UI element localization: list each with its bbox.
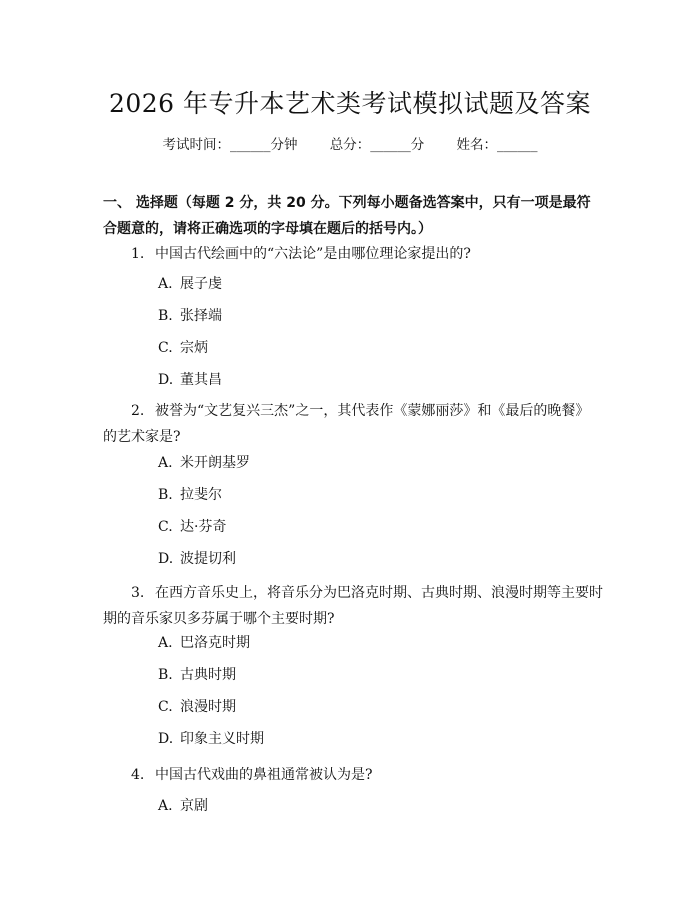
option-text: 印象主义时期 (180, 731, 264, 747)
question-number: 4. (131, 767, 145, 783)
exam-time: 考试时间：______分钟 (162, 137, 298, 153)
page-title: 2026 年专升本艺术类考试模拟试题及答案 (108, 89, 592, 118)
option-letter: C. (158, 519, 173, 535)
option-3c (158, 697, 236, 717)
option-text: 张择端 (180, 308, 222, 324)
question-text: 中国古代戏曲的鼻祖通常被认为是? (155, 767, 373, 783)
option-letter: A. (158, 635, 173, 651)
total-score: 总分：______分 (329, 137, 425, 153)
option-2c (158, 517, 226, 537)
option-text: 波提切利 (180, 551, 236, 567)
option-3d (158, 729, 264, 749)
option-letter: A. (158, 276, 173, 292)
question-text: 中国古代绘画中的“六法论”是由哪位理论家提出的? (155, 246, 471, 262)
option-letter: A. (158, 798, 173, 814)
question-2 (103, 398, 603, 450)
option-letter: B. (158, 667, 173, 683)
option-text: 董其昌 (180, 372, 222, 388)
question-number: 2. (131, 403, 145, 419)
option-3a (158, 633, 250, 653)
option-letter: C. (158, 699, 173, 715)
option-text: 宗炳 (180, 340, 208, 356)
option-letter: B. (158, 308, 173, 324)
question-3 (103, 580, 603, 632)
option-letter: D. (158, 551, 174, 567)
option-letter: C. (158, 340, 173, 356)
student-name: 姓名：______ (456, 137, 538, 153)
option-2d (158, 549, 236, 569)
option-text: 拉斐尔 (180, 487, 222, 503)
question-1 (103, 241, 603, 267)
option-3b (158, 665, 236, 685)
option-letter: D. (158, 372, 174, 388)
option-4a (158, 796, 208, 816)
section-heading: 一、 选择题（每题 2 分，共 20 分。下列每小题备选答案中，只有一项是最符合题意的，请将正确选项的字母填在题后的括号内。） (103, 195, 591, 237)
option-text: 京剧 (180, 798, 208, 814)
option-letter: A. (158, 455, 173, 471)
option-letter: D. (158, 731, 174, 747)
question-text: 在西方音乐史上，将音乐分为巴洛克时期、古典时期、浪漫时期等主要时期的音乐家贝多芬属于哪个主要时期? (103, 585, 603, 627)
question-4 (103, 762, 603, 788)
option-2a (158, 453, 250, 473)
question-text: 被誉为“文艺复兴三杰”之一，其代表作《蒙娜丽莎》和《最后的晚餐》的艺术家是? (103, 403, 590, 445)
option-letter: B. (158, 487, 173, 503)
question-number: 3. (131, 585, 145, 601)
question-number: 1. (131, 246, 145, 262)
option-1c (158, 338, 208, 358)
option-text: 展子虔 (180, 276, 222, 292)
option-1b (158, 306, 222, 326)
option-text: 古典时期 (180, 667, 236, 683)
option-1d (158, 370, 222, 390)
option-text: 巴洛克时期 (180, 635, 250, 651)
option-text: 达·芬奇 (180, 519, 227, 535)
option-text: 米开朗基罗 (180, 455, 250, 471)
option-2b (158, 485, 222, 505)
option-1a (158, 274, 222, 294)
exam-meta (0, 133, 700, 153)
option-text: 浪漫时期 (180, 699, 236, 715)
